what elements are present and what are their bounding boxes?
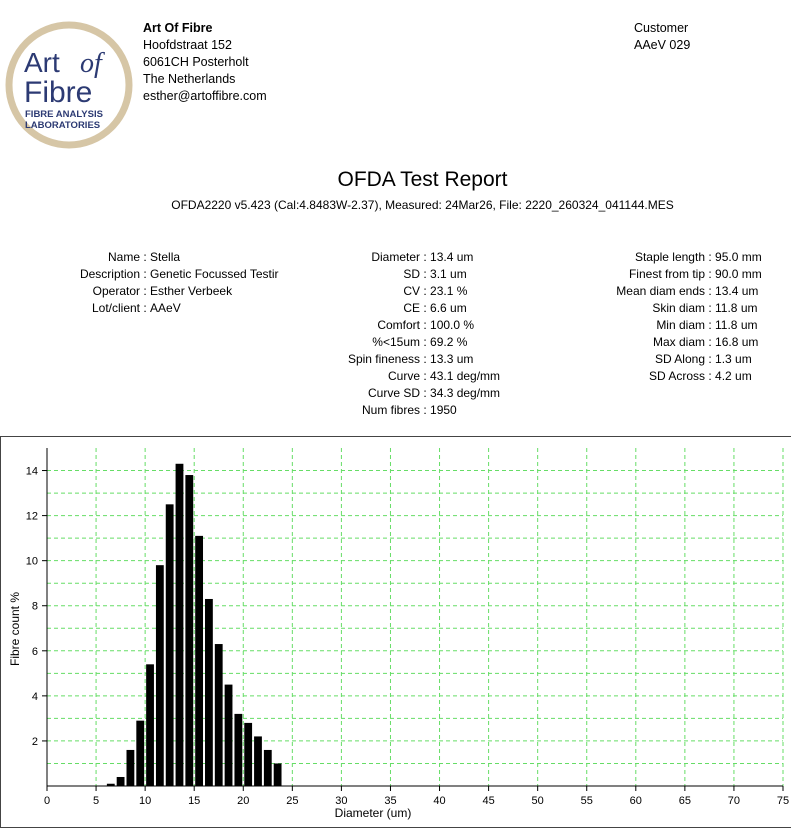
report-subtitle: OFDA2220 v5.423 (Cal:4.8483W-2.37), Measured: 24Mar26, File: 2220_260324_041144.MES <box>171 198 674 212</box>
info-separator: : <box>420 335 431 349</box>
histogram-bar <box>156 565 164 786</box>
info-separator: : <box>705 284 716 298</box>
info-value: Genetic Focussed Testir <box>150 267 279 281</box>
info-separator: : <box>420 250 431 264</box>
info-label: Max diam <box>652 335 705 349</box>
info-separator: : <box>705 369 716 383</box>
info-row <box>330 283 500 300</box>
x-tick-label: 55 <box>580 795 593 807</box>
info-label: Min diam <box>656 318 705 332</box>
histogram-bar <box>136 721 144 786</box>
art-of-fibre-logo <box>0 14 138 152</box>
info-value: 13.4 um <box>430 250 474 264</box>
x-tick-label: 35 <box>384 795 397 807</box>
info-row <box>330 385 500 402</box>
logo-text-fibre: Fibre <box>24 76 93 109</box>
x-tick-label: 0 <box>43 795 51 807</box>
info-row <box>585 317 762 334</box>
info-row <box>585 334 762 351</box>
info-value: 43.1 deg/mm <box>430 369 501 383</box>
info-separator: : <box>420 352 431 366</box>
info-separator: : <box>420 284 431 298</box>
info-label: Lot/client <box>91 301 140 315</box>
histogram-bar <box>205 599 213 786</box>
info-separator: : <box>420 386 431 400</box>
info-label: SD <box>403 267 420 281</box>
info-value: 16.8 um <box>715 335 759 349</box>
histogram-bar <box>264 750 272 786</box>
histogram-bar <box>176 464 184 786</box>
x-tick-label: 25 <box>286 795 299 807</box>
info-label: %<15um <box>372 335 420 349</box>
info-label: Finest from tip <box>628 267 705 281</box>
company-name: Art Of Fibre <box>143 21 213 35</box>
info-value: 13.4 um <box>715 284 759 298</box>
info-label: Staple length <box>634 250 705 264</box>
x-tick-label: 15 <box>188 795 201 807</box>
y-tick-label: 14 <box>25 465 38 478</box>
x-tick-label: 5 <box>93 795 100 807</box>
info-value: 90.0 mm <box>715 267 762 281</box>
info-value: 13.3 um <box>430 352 474 366</box>
info-separator: : <box>140 250 151 264</box>
info-row <box>50 283 279 300</box>
info-value: 1.3 um <box>715 352 752 366</box>
info-separator: : <box>420 403 431 417</box>
info-value: 11.8 um <box>715 301 758 315</box>
info-separator: : <box>705 352 716 366</box>
info-label: SD Across <box>648 369 705 383</box>
logo-text-of: of <box>80 48 102 79</box>
info-value: 3.1 um <box>430 267 467 281</box>
lab-address <box>143 20 267 105</box>
address-line: The Netherlands <box>143 72 236 86</box>
histogram-bar <box>166 504 174 786</box>
customer-block <box>634 20 690 54</box>
info-row <box>330 368 500 385</box>
info-label: Curve <box>387 369 420 383</box>
logo-text-art: Art <box>24 47 60 78</box>
info-value: 6.6 um <box>430 301 467 315</box>
customer-label: Customer <box>634 21 689 35</box>
y-tick-label: 10 <box>25 555 38 568</box>
info-label: Num fibres <box>361 403 420 417</box>
info-row <box>330 402 500 419</box>
x-tick-label: 10 <box>139 795 152 807</box>
x-tick-label: 40 <box>433 795 446 807</box>
info-value: 100.0 % <box>430 318 475 332</box>
logo-text-fibre-analysis: FIBRE ANALYSIS <box>25 109 103 120</box>
report-title: OFDA Test Report <box>337 168 508 191</box>
histogram-bar <box>215 644 223 786</box>
info-row <box>330 317 500 334</box>
histogram-bar <box>244 723 252 786</box>
y-tick-label: 2 <box>31 735 38 748</box>
info-row <box>585 266 762 283</box>
x-tick-label: 20 <box>237 795 250 807</box>
info-value: AAeV <box>150 301 181 315</box>
histogram-bar <box>117 777 125 786</box>
info-separator: : <box>705 335 716 349</box>
info-label: Diameter <box>371 250 420 264</box>
x-tick-label: 45 <box>482 795 495 807</box>
info-separator: : <box>140 267 151 281</box>
address-line: 6061CH Posterholt <box>143 55 249 69</box>
info-label: Operator <box>92 284 140 298</box>
info-separator: : <box>140 301 151 315</box>
fibre-diameter-histogram <box>0 436 791 828</box>
info-value: 4.2 um <box>715 369 752 383</box>
email-address: esther@artoffibre.com <box>143 89 267 103</box>
x-tick-label: 50 <box>531 795 544 807</box>
info-value: 69.2 % <box>430 335 468 349</box>
x-tick-label: 65 <box>678 795 691 807</box>
info-label: Spin fineness <box>347 352 420 366</box>
histogram-bar <box>254 736 262 786</box>
info-label: Comfort <box>377 318 420 332</box>
histogram-bar <box>146 664 154 786</box>
info-separator: : <box>705 318 716 332</box>
histogram-bar <box>225 685 233 786</box>
info-row <box>585 368 762 385</box>
histogram-bar <box>185 475 193 786</box>
sample-info-column <box>50 249 279 317</box>
info-row <box>50 249 279 266</box>
info-row <box>330 300 500 317</box>
info-label: Name <box>107 250 140 264</box>
x-axis-label: Diameter (um) <box>334 806 412 820</box>
info-row <box>330 334 500 351</box>
info-row <box>585 300 762 317</box>
histogram-bar <box>274 763 282 786</box>
info-value: 34.3 deg/mm <box>430 386 501 400</box>
info-value: Stella <box>150 250 181 264</box>
info-separator: : <box>705 250 716 264</box>
x-tick-label: 75 <box>776 795 790 807</box>
x-tick-label: 30 <box>335 795 348 807</box>
info-row <box>585 283 762 300</box>
info-separator: : <box>420 369 431 383</box>
x-tick-label: 60 <box>629 795 642 807</box>
info-row <box>50 300 279 317</box>
y-tick-label: 4 <box>31 690 38 703</box>
diameter-stats-column <box>330 249 500 419</box>
info-separator: : <box>420 318 431 332</box>
y-axis-label: Fibre count % <box>8 591 22 667</box>
info-row <box>330 351 500 368</box>
histogram-bar <box>195 536 203 786</box>
info-label: CE <box>403 301 420 315</box>
address-line: Hoofdstraat 152 <box>143 38 232 52</box>
info-row <box>50 266 279 283</box>
info-row <box>330 266 500 283</box>
info-row <box>330 249 500 266</box>
customer-value: AAeV 029 <box>634 38 691 52</box>
y-tick-label: 8 <box>31 600 38 613</box>
info-label: CV <box>403 284 420 298</box>
info-row <box>585 249 762 266</box>
y-tick-label: 6 <box>31 645 38 658</box>
info-label: Mean diam ends <box>616 284 705 298</box>
info-separator: : <box>140 284 151 298</box>
histogram-bar <box>234 714 242 786</box>
x-tick-label: 70 <box>727 795 741 807</box>
info-label: Description <box>79 267 140 281</box>
histogram-bar <box>127 750 135 786</box>
info-value: 11.8 um <box>715 318 758 332</box>
info-row <box>585 351 762 368</box>
info-value: 95.0 mm <box>715 250 762 264</box>
info-label: SD Along <box>654 352 705 366</box>
info-label: Curve SD <box>367 386 420 400</box>
info-separator: : <box>705 267 716 281</box>
length-stats-column <box>585 249 762 385</box>
info-separator: : <box>420 301 431 315</box>
info-label: Skin diam <box>652 301 705 315</box>
logo-text-laboratories: LABORATORIES <box>25 120 101 131</box>
info-value: 23.1 % <box>430 284 468 298</box>
info-value: Esther Verbeek <box>150 284 233 298</box>
info-separator: : <box>420 267 431 281</box>
y-tick-label: 12 <box>25 510 38 523</box>
info-separator: : <box>705 301 716 315</box>
info-value: 1950 <box>430 403 457 417</box>
